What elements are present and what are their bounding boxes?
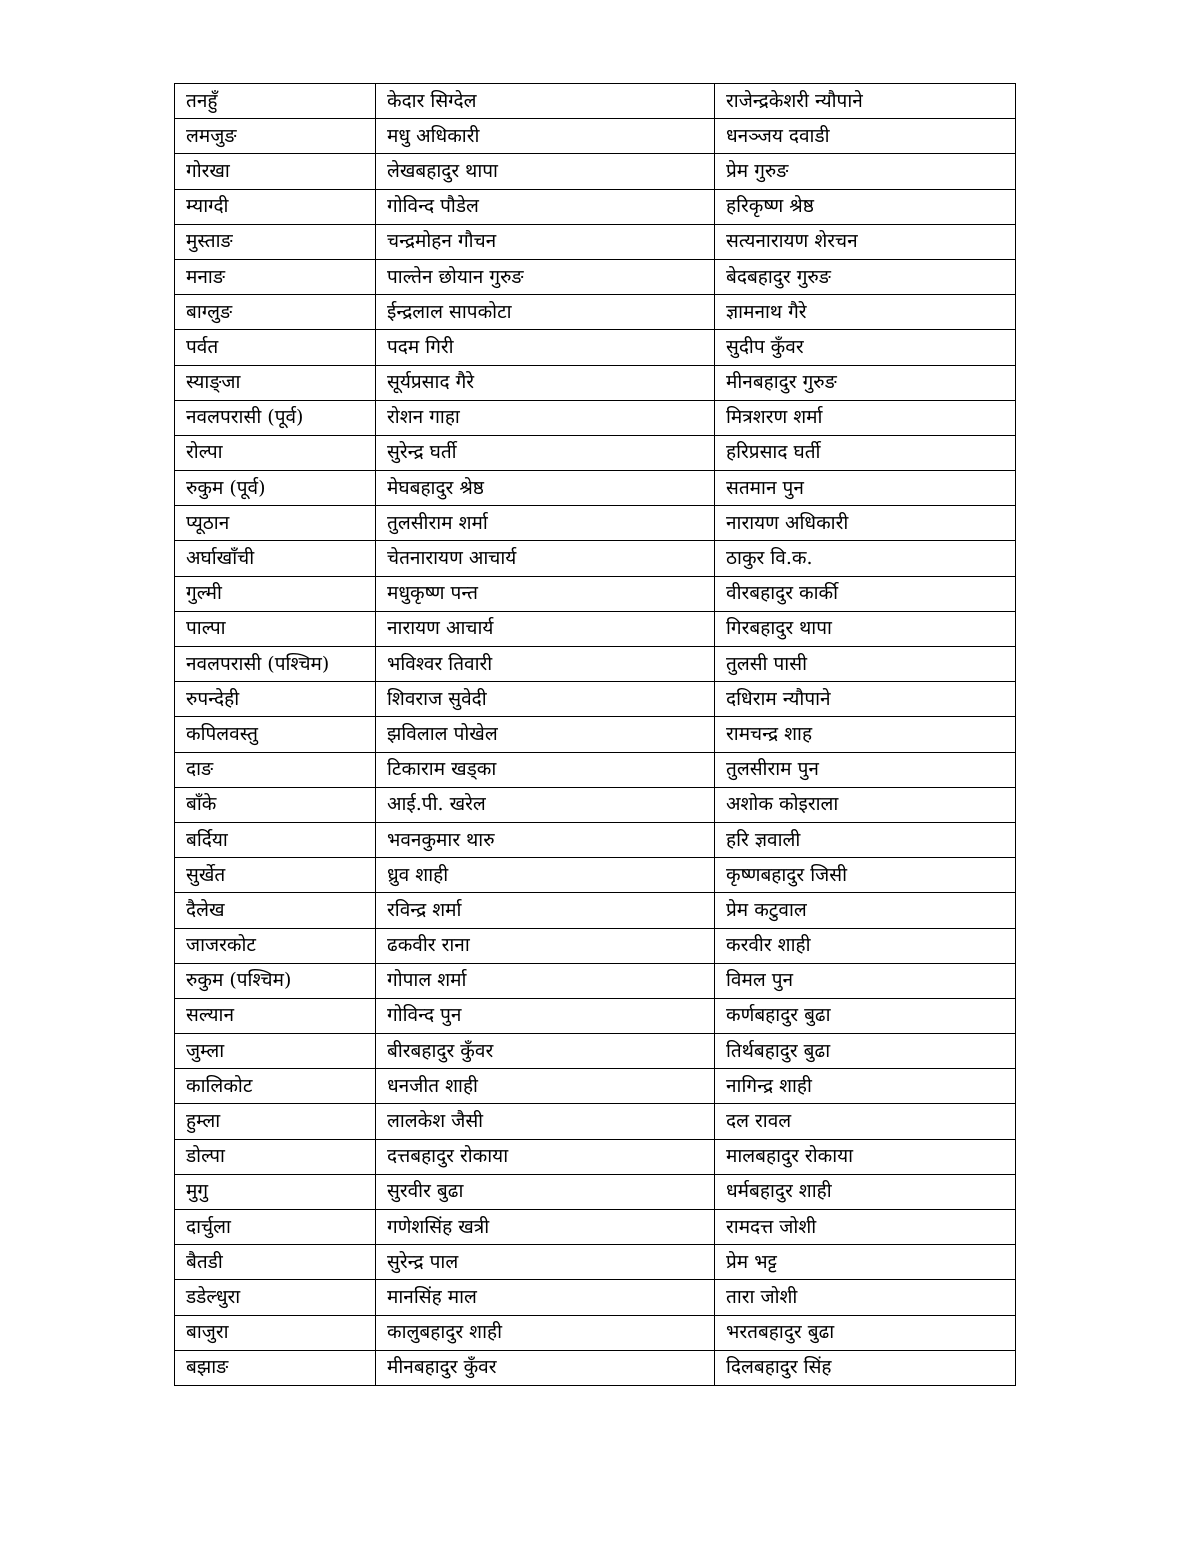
person-cell-1: लेखबहादुर थापा xyxy=(376,154,715,189)
table-row xyxy=(175,893,1016,928)
person-cell-1: रविन्द्र शर्मा xyxy=(376,893,715,928)
person-cell-2: कृष्णबहादुर जिसी xyxy=(715,858,1016,893)
person-cell-2: प्रेम कटुवाल xyxy=(715,893,1016,928)
district-cell: कालिकोट xyxy=(175,1069,376,1104)
table-row xyxy=(175,1315,1016,1350)
district-cell: मुगु xyxy=(175,1174,376,1209)
person-cell-2: मित्रशरण शर्मा xyxy=(715,400,1016,435)
person-cell-1: ध्रुव शाही xyxy=(376,858,715,893)
district-cell: गोरखा xyxy=(175,154,376,189)
table-row xyxy=(175,506,1016,541)
person-cell-2: नागिन्द्र शाही xyxy=(715,1069,1016,1104)
table-row xyxy=(175,1210,1016,1245)
person-cell-1: रोशन गाहा xyxy=(376,400,715,435)
person-cell-1: पाल्तेन छोयान गुरुङ xyxy=(376,259,715,294)
person-cell-2: गिरबहादुर थापा xyxy=(715,611,1016,646)
person-cell-1: झविलाल पोखेल xyxy=(376,717,715,752)
person-cell-1: दत्तबहादुर रोकाया xyxy=(376,1139,715,1174)
district-cell: नवलपरासी (पूर्व) xyxy=(175,400,376,435)
table-row xyxy=(175,330,1016,365)
district-cell: जाजरकोट xyxy=(175,928,376,963)
table-row xyxy=(175,119,1016,154)
person-cell-1: गोविन्द पुन xyxy=(376,998,715,1033)
person-cell-1: नारायण आचार्य xyxy=(376,611,715,646)
person-cell-2: राजेन्द्रकेशरी न्यौपाने xyxy=(715,84,1016,119)
person-cell-2: भरतबहादुर बुढा xyxy=(715,1315,1016,1350)
district-cell: तनहुँ xyxy=(175,84,376,119)
person-cell-2: मालबहादुर रोकाया xyxy=(715,1139,1016,1174)
person-cell-1: ईन्द्रलाल सापकोटा xyxy=(376,295,715,330)
person-cell-1: पदम गिरी xyxy=(376,330,715,365)
table-row xyxy=(175,647,1016,682)
person-cell-2: कर्णबहादुर बुढा xyxy=(715,998,1016,1033)
person-cell-1: सूर्यप्रसाद गैरे xyxy=(376,365,715,400)
table-row xyxy=(175,998,1016,1033)
district-cell: बैतडी xyxy=(175,1245,376,1280)
district-cell: रोल्पा xyxy=(175,435,376,470)
table-row xyxy=(175,189,1016,224)
table-row xyxy=(175,611,1016,646)
person-cell-1: मधु अधिकारी xyxy=(376,119,715,154)
person-cell-2: रामचन्द्र शाह xyxy=(715,717,1016,752)
person-cell-2: विमल पुन xyxy=(715,963,1016,998)
person-cell-1: आई.पी. खरेल xyxy=(376,787,715,822)
person-cell-2: धर्मबहादुर शाही xyxy=(715,1174,1016,1209)
district-cell: गुल्मी xyxy=(175,576,376,611)
district-cell: दैलेख xyxy=(175,893,376,928)
table-row xyxy=(175,541,1016,576)
person-cell-1: टिकाराम खड्का xyxy=(376,752,715,787)
person-cell-1: मधुकृष्ण पन्त xyxy=(376,576,715,611)
person-cell-1: भवनकुमार थारु xyxy=(376,822,715,857)
district-cell: बाँके xyxy=(175,787,376,822)
table-row xyxy=(175,365,1016,400)
person-cell-1: मीनबहादुर कुँवर xyxy=(376,1350,715,1385)
person-cell-2: तिर्थबहादुर बुढा xyxy=(715,1034,1016,1069)
district-cell: दाङ xyxy=(175,752,376,787)
person-cell-1: ढकवीर राना xyxy=(376,928,715,963)
district-cell: बर्दिया xyxy=(175,822,376,857)
person-cell-2: दधिराम न्यौपाने xyxy=(715,682,1016,717)
person-cell-1: लालकेश जैसी xyxy=(376,1104,715,1139)
table-row xyxy=(175,822,1016,857)
person-cell-2: हरिकृष्ण श्रेष्ठ xyxy=(715,189,1016,224)
table-row xyxy=(175,928,1016,963)
person-cell-1: सुरेन्द्र पाल xyxy=(376,1245,715,1280)
person-cell-2: बेदबहादुर गुरुङ xyxy=(715,259,1016,294)
district-cell: प्यूठान xyxy=(175,506,376,541)
table-row xyxy=(175,84,1016,119)
person-cell-2: मीनबहादुर गुरुङ xyxy=(715,365,1016,400)
person-cell-2: ठाकुर वि.क. xyxy=(715,541,1016,576)
person-cell-2: हरिप्रसाद घर्ती xyxy=(715,435,1016,470)
person-cell-1: गोपाल शर्मा xyxy=(376,963,715,998)
district-cell: रुकुम (पश्चिम) xyxy=(175,963,376,998)
person-cell-1: सुरेन्द्र घर्ती xyxy=(376,435,715,470)
person-cell-2: नारायण अधिकारी xyxy=(715,506,1016,541)
district-cell: पर्वत xyxy=(175,330,376,365)
person-cell-2: ज्ञामनाथ गैरे xyxy=(715,295,1016,330)
table-row xyxy=(175,400,1016,435)
district-cell: सुर्खेत xyxy=(175,858,376,893)
table-body xyxy=(175,84,1016,1386)
table-row xyxy=(175,1350,1016,1385)
district-cell: रुपन्देही xyxy=(175,682,376,717)
table-row xyxy=(175,576,1016,611)
district-cell: म्याग्दी xyxy=(175,189,376,224)
table-row xyxy=(175,752,1016,787)
district-cell: सल्यान xyxy=(175,998,376,1033)
table-row xyxy=(175,1104,1016,1139)
table-row xyxy=(175,295,1016,330)
person-cell-1: शिवराज सुवेदी xyxy=(376,682,715,717)
table-row xyxy=(175,858,1016,893)
table-row xyxy=(175,1174,1016,1209)
person-cell-1: चन्द्रमोहन गौचन xyxy=(376,224,715,259)
district-cell: हुम्ला xyxy=(175,1104,376,1139)
district-cell: जुम्ला xyxy=(175,1034,376,1069)
district-cell: कपिलवस्तु xyxy=(175,717,376,752)
table-row xyxy=(175,963,1016,998)
district-cell: रुकुम (पूर्व) xyxy=(175,471,376,506)
table-row xyxy=(175,717,1016,752)
district-cell: बाजुरा xyxy=(175,1315,376,1350)
person-cell-2: करवीर शाही xyxy=(715,928,1016,963)
table-row xyxy=(175,224,1016,259)
person-cell-1: तुलसीराम शर्मा xyxy=(376,506,715,541)
table-row xyxy=(175,259,1016,294)
person-cell-2: दिलबहादुर सिंह xyxy=(715,1350,1016,1385)
person-cell-2: वीरबहादुर कार्की xyxy=(715,576,1016,611)
person-cell-2: तुलसीराम पुन xyxy=(715,752,1016,787)
table-row xyxy=(175,435,1016,470)
person-cell-2: सत्यनारायण शेरचन xyxy=(715,224,1016,259)
person-cell-2: तुलसी पासी xyxy=(715,647,1016,682)
person-cell-2: हरि ज्ञवाली xyxy=(715,822,1016,857)
person-cell-1: धनजीत शाही xyxy=(376,1069,715,1104)
table-row xyxy=(175,682,1016,717)
table-row xyxy=(175,1069,1016,1104)
person-cell-1: गोविन्द पौडेल xyxy=(376,189,715,224)
district-cell: अर्घाखाँची xyxy=(175,541,376,576)
table-row xyxy=(175,471,1016,506)
table-row xyxy=(175,1280,1016,1315)
district-cell: बाग्लुङ xyxy=(175,295,376,330)
person-cell-2: धनञ्जय दवाडी xyxy=(715,119,1016,154)
person-cell-1: कालुबहादुर शाही xyxy=(376,1315,715,1350)
table-row xyxy=(175,1139,1016,1174)
person-cell-2: दल रावल xyxy=(715,1104,1016,1139)
table-row xyxy=(175,1245,1016,1280)
district-cell: मुस्ताङ xyxy=(175,224,376,259)
person-cell-2: प्रेम गुरुङ xyxy=(715,154,1016,189)
table-row xyxy=(175,787,1016,822)
district-cell: दार्चुला xyxy=(175,1210,376,1245)
district-cell: पाल्पा xyxy=(175,611,376,646)
person-cell-2: रामदत्त जोशी xyxy=(715,1210,1016,1245)
person-cell-2: तारा जोशी xyxy=(715,1280,1016,1315)
district-cell: नवलपरासी (पश्चिम) xyxy=(175,647,376,682)
person-cell-1: भविश्वर तिवारी xyxy=(376,647,715,682)
person-cell-2: सतमान पुन xyxy=(715,471,1016,506)
person-cell-1: केदार सिग्देल xyxy=(376,84,715,119)
person-cell-1: गणेशसिंह खत्री xyxy=(376,1210,715,1245)
district-cell: बझाङ xyxy=(175,1350,376,1385)
district-cell: मनाङ xyxy=(175,259,376,294)
district-cell: लमजुङ xyxy=(175,119,376,154)
person-cell-1: बीरबहादुर कुँवर xyxy=(376,1034,715,1069)
district-cell: डडेल्धुरा xyxy=(175,1280,376,1315)
person-cell-2: प्रेम भट्ट xyxy=(715,1245,1016,1280)
person-cell-1: मेघबहादुर श्रेष्ठ xyxy=(376,471,715,506)
person-cell-1: चेतनारायण आचार्य xyxy=(376,541,715,576)
person-cell-1: सुरवीर बुढा xyxy=(376,1174,715,1209)
person-cell-1: मानसिंह माल xyxy=(376,1280,715,1315)
district-table xyxy=(174,83,1016,1386)
table-row xyxy=(175,1034,1016,1069)
district-cell: स्याङ्जा xyxy=(175,365,376,400)
table-row xyxy=(175,154,1016,189)
person-cell-2: सुदीप कुँवर xyxy=(715,330,1016,365)
person-cell-2: अशोक कोइराला xyxy=(715,787,1016,822)
district-cell: डोल्पा xyxy=(175,1139,376,1174)
